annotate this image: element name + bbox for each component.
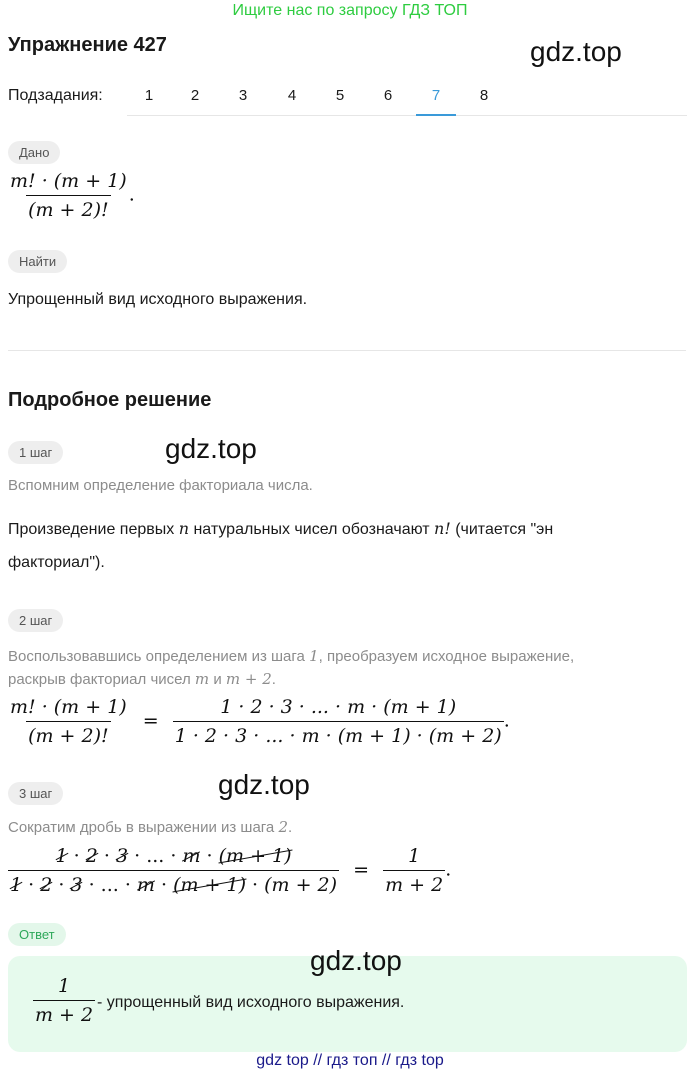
watermark: gdz.top: [310, 945, 402, 976]
given-denominator: (m + 2)!: [26, 195, 111, 221]
given-badge: Дано: [8, 141, 60, 164]
tab-3[interactable]: 3: [238, 87, 248, 104]
footer-links[interactable]: gdz top // гдз топ // гдз top: [256, 1052, 444, 1069]
tab-5[interactable]: 5: [335, 87, 345, 104]
step-1-hint: Вспомним определение факториала числа.: [8, 477, 313, 494]
active-tab-indicator: [416, 114, 456, 116]
tab-4[interactable]: 4: [287, 87, 297, 104]
var-n-factorial: n!: [434, 519, 451, 538]
section-divider: [8, 350, 686, 351]
step-3-equation: $\frac{1 \cdot 2 \cdot 3 \cdot ... \cdot m \cdot (m + 1)}{1 \cdot 2 \cdot 3 \cdot ... \cdot m \cdot (m + 1) \cdot (m + 2)}$ = $\frac{1}{m + 2}$ .: [10, 845, 452, 896]
step-2-badge: 2 шаг: [8, 609, 63, 632]
watermark: gdz.top: [165, 433, 257, 464]
step-2-equation: $\frac{m! \cdot (m + 1)}{(m + 2)!}$ = $\frac{1 \cdot 2 \cdot 3 \cdot ... \cdot m \cdot (m + 1)}{1 \cdot 2 \cdot 3 \cdot ... \cdot m \cdot (m + 1) \cdot (m + 2)}$ .: [10, 696, 510, 747]
step-1-badge: 1 шаг: [8, 441, 63, 464]
tab-7[interactable]: 7: [431, 87, 441, 104]
watermark: gdz.top: [218, 769, 310, 800]
given-numerator: m! · (m + 1): [10, 170, 127, 192]
answer-text: - упрощенный вид исходного выражения.: [97, 994, 405, 1011]
var-n: n: [178, 519, 190, 538]
step-1-text: Произведение первых n натуральных чисел обозначают n! (читается "эн факториал").: [8, 519, 554, 571]
tab-2[interactable]: 2: [190, 87, 200, 104]
step-2-hint: Воспользовавшись определением из шага 1, преобразуем исходное выражение, раскрыв факториал чисел m и m + 2.: [8, 647, 575, 688]
given-expression: $\frac{m! \cdot (m + 1)}{(m + 2)!}$ .: [10, 170, 135, 221]
find-text: Упрощенный вид исходного выражения.: [8, 291, 308, 308]
promo-banner[interactable]: Ищите нас по запросу ГДЗ ТОП: [232, 2, 468, 19]
answer-badge: Ответ: [8, 923, 66, 946]
tab-8[interactable]: 8: [479, 87, 489, 104]
page-title: Упражнение 427: [8, 34, 167, 56]
step-3-hint: Сократим дробь в выражении из шага 2.: [8, 818, 293, 836]
step-3-badge: 3 шаг: [8, 782, 63, 805]
subtasks-tabs: [127, 78, 687, 116]
answer-expression: $\frac{1}{m + 2}$: [35, 975, 94, 1026]
find-badge: Найти: [8, 250, 67, 273]
subtasks-label: Подзадания:: [8, 87, 103, 104]
tab-6[interactable]: 6: [383, 87, 393, 104]
solution-title: Подробное решение: [8, 389, 212, 411]
watermark: gdz.top: [530, 36, 622, 67]
tab-1[interactable]: 1: [144, 87, 154, 104]
